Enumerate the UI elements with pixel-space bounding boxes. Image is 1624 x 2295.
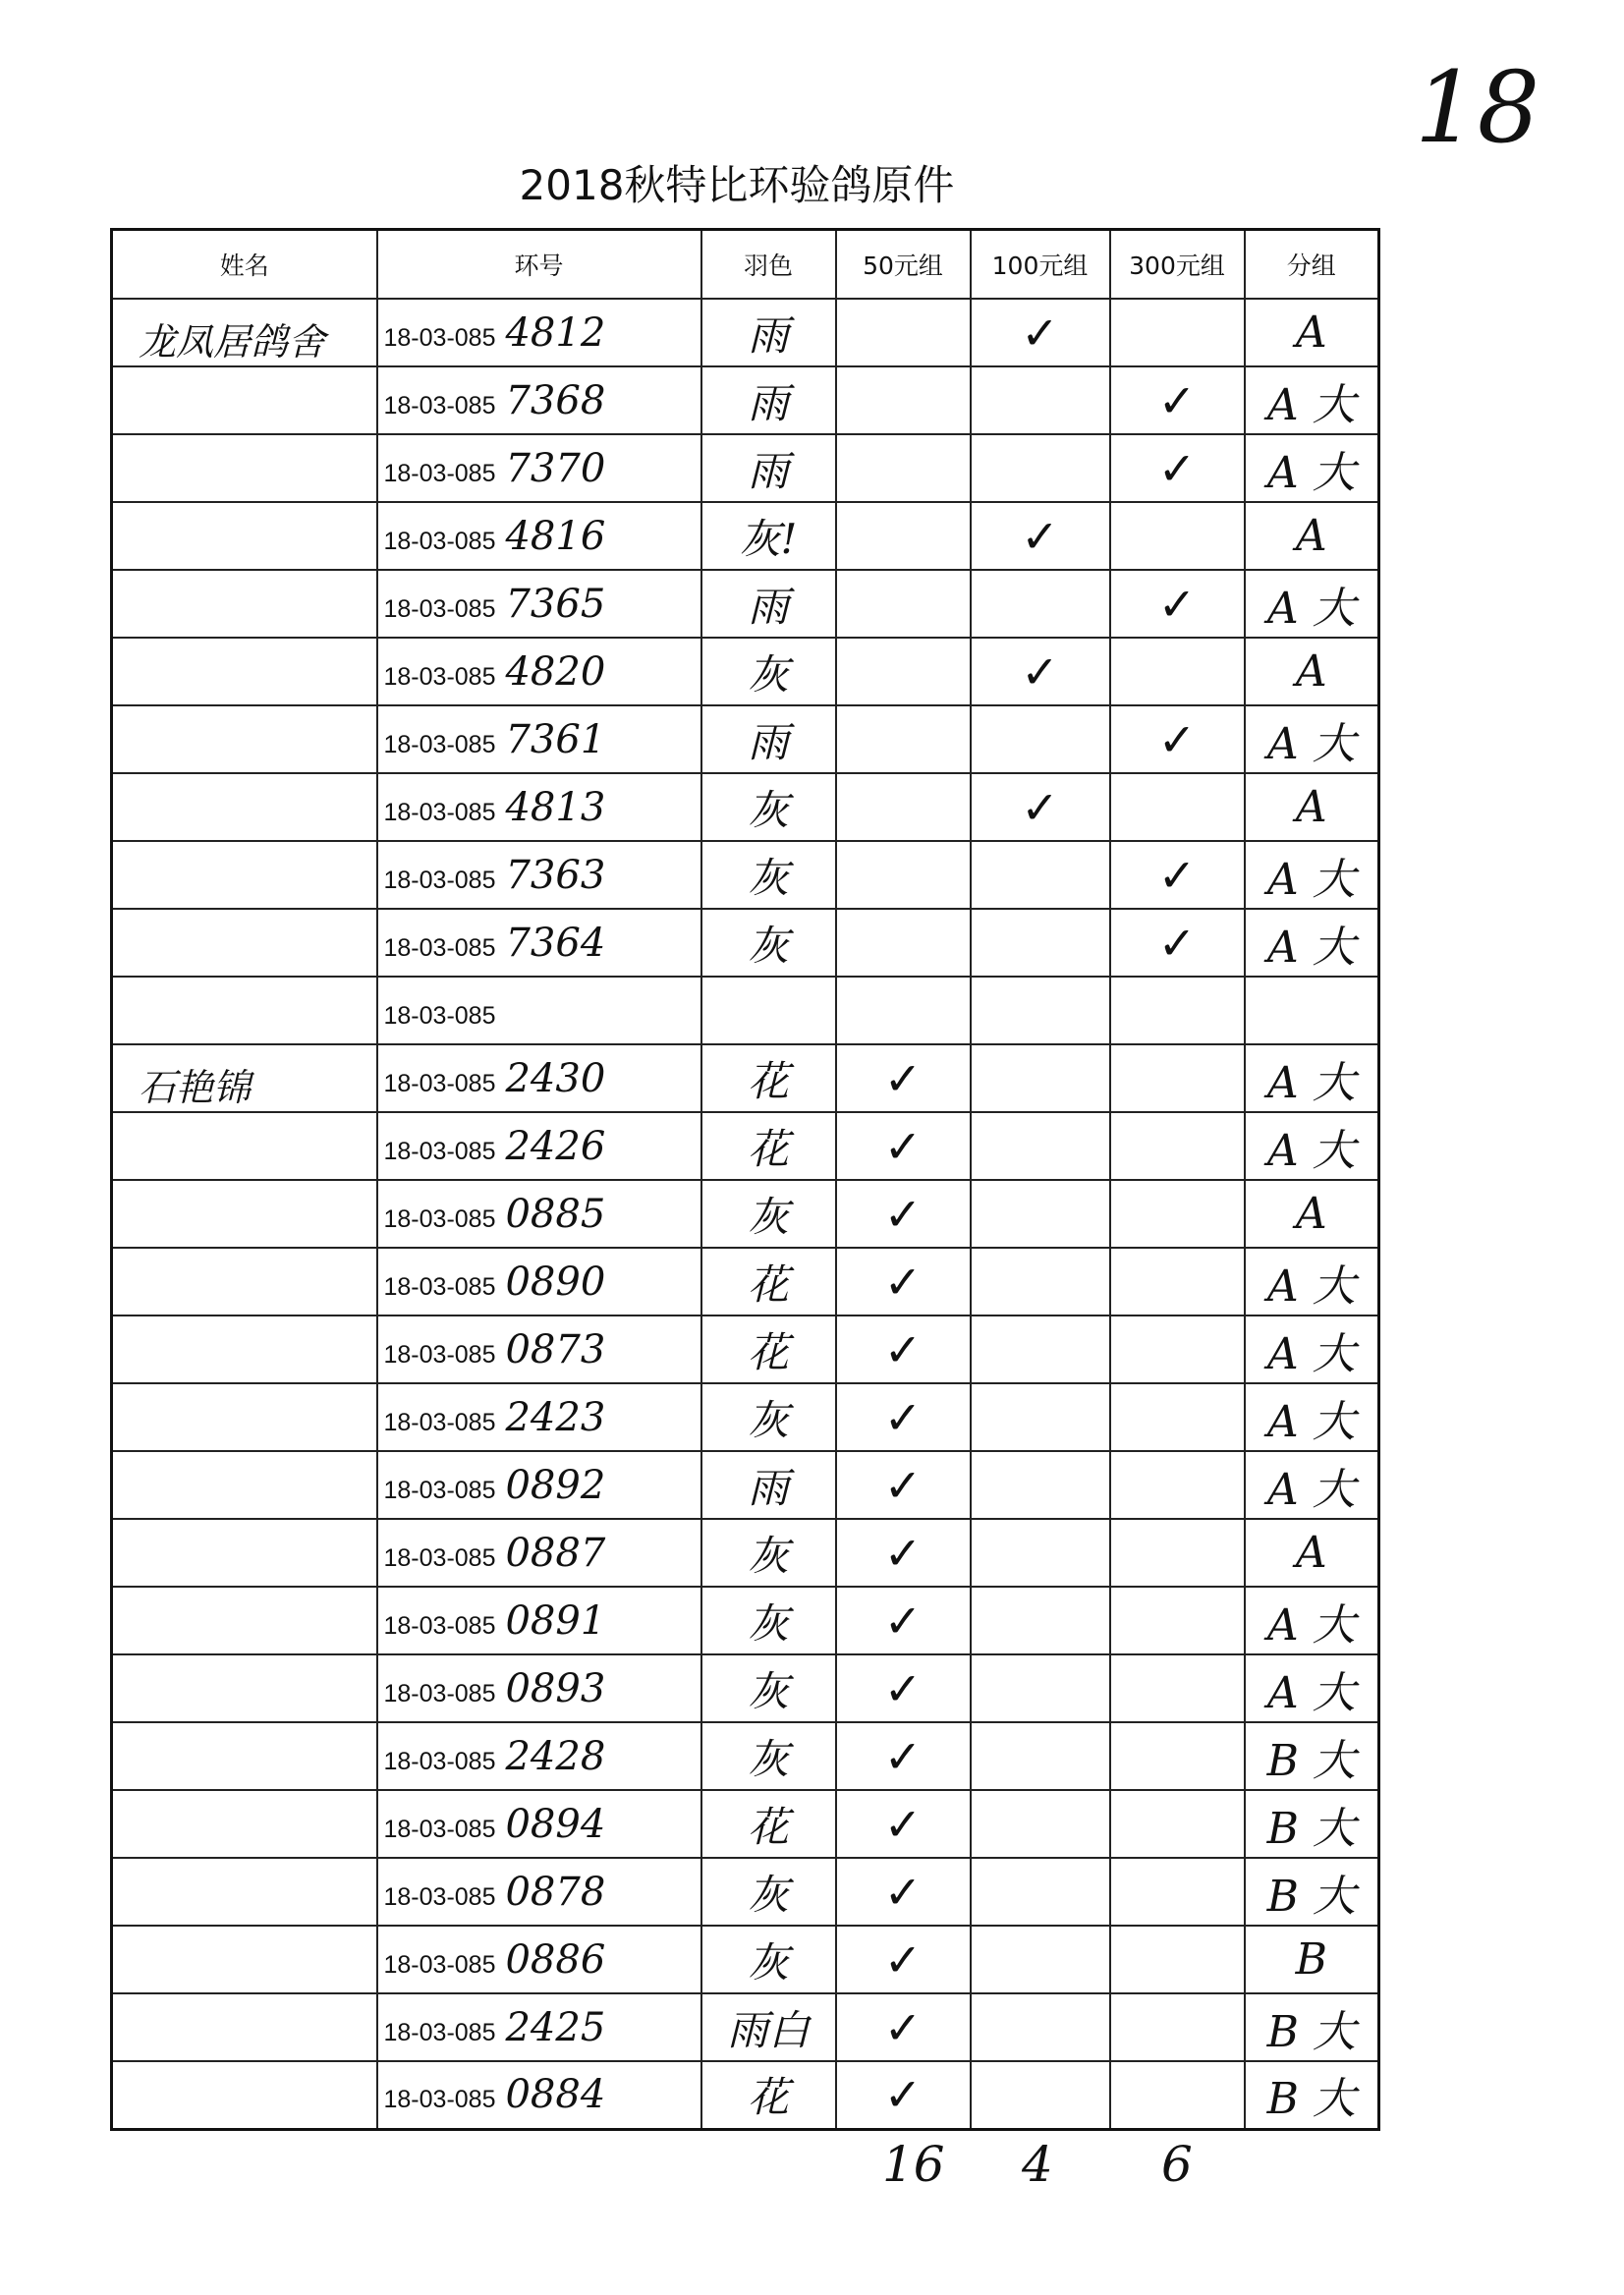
feather-color-cell: 灰 (701, 1587, 836, 1654)
group-300-cell (1110, 1926, 1245, 1993)
feather-color-cell: 灰 (701, 909, 836, 977)
table-row (112, 1587, 1379, 1654)
group-300-cell: ✓ (1110, 909, 1245, 977)
ring-number-cell (377, 1858, 701, 1926)
group-300-cell (1110, 1451, 1245, 1519)
group-50-cell: ✓ (836, 2061, 971, 2129)
ring-number-cell (377, 705, 701, 773)
feather-color-cell: 花 (701, 1790, 836, 1858)
header-group-100: 100元组 (971, 230, 1110, 300)
group-100-cell (971, 1654, 1110, 1722)
table-row (112, 909, 1379, 977)
feather-color-cell: 花 (701, 2061, 836, 2129)
ring-prefix: 18-03-085 (383, 730, 496, 758)
ring-prefix: 18-03-085 (383, 594, 496, 623)
ring-suffix: 2425 (505, 2004, 606, 2050)
feather-color-cell: 花 (701, 1112, 836, 1180)
group-50-cell: ✓ (836, 1790, 971, 1858)
ring-suffix: 7364 (505, 920, 606, 966)
ring-number-cell (377, 638, 701, 705)
group-50-cell (836, 638, 971, 705)
owner-name-cell (112, 1858, 377, 1926)
group-100-cell (971, 570, 1110, 638)
header-group-300: 300元组 (1110, 230, 1245, 300)
ring-number-cell (377, 502, 701, 570)
group-50-cell (836, 841, 971, 909)
ring-suffix: 0885 (505, 1191, 606, 1237)
ring-suffix: 0887 (505, 1530, 606, 1576)
group-100-cell (971, 705, 1110, 773)
ring-number-cell (377, 1993, 701, 2061)
ring-number-cell (377, 841, 701, 909)
ring-suffix: 2428 (505, 1733, 606, 1779)
owner-name-cell (112, 1519, 377, 1587)
group-300-cell (1110, 1654, 1245, 1722)
ring-suffix: 7361 (505, 716, 606, 762)
ring-number-cell (377, 1926, 701, 1993)
table-row (112, 1858, 1379, 1926)
division-cell: A 大 (1245, 841, 1379, 909)
group-100-cell: ✓ (971, 638, 1110, 705)
division-cell: A 大 (1245, 909, 1379, 977)
group-50-cell: ✓ (836, 1722, 971, 1790)
ring-prefix: 18-03-085 (383, 459, 496, 487)
ring-prefix: 18-03-085 (383, 1815, 496, 1843)
ring-number-cell (377, 1519, 701, 1587)
group-50-cell (836, 434, 971, 502)
feather-color-cell: 雨 (701, 434, 836, 502)
group-50-cell (836, 977, 971, 1044)
ring-number-cell (377, 299, 701, 366)
owner-name-cell (112, 1790, 377, 1858)
ring-number-cell (377, 366, 701, 434)
ring-number-cell (377, 977, 701, 1044)
division-cell: A 大 (1245, 705, 1379, 773)
ring-suffix: 4820 (505, 648, 606, 695)
ring-suffix: 7368 (505, 377, 606, 423)
ring-prefix: 18-03-085 (383, 1611, 496, 1640)
table-row (112, 1993, 1379, 2061)
feather-color-cell: 雨 (701, 299, 836, 366)
group-50-cell: ✓ (836, 1587, 971, 1654)
table-row (112, 705, 1379, 773)
owner-name-cell (112, 1315, 377, 1383)
division-cell: A (1245, 1519, 1379, 1587)
ring-suffix: 7370 (505, 445, 606, 491)
feather-color-cell: 灰! (701, 502, 836, 570)
feather-color-cell: 花 (701, 1044, 836, 1112)
ring-suffix: 0891 (505, 1597, 606, 1644)
owner-name-cell: 龙凤居鸽舍 (112, 299, 377, 366)
division-cell: A (1245, 1180, 1379, 1248)
group-300-cell (1110, 502, 1245, 570)
table-row (112, 1451, 1379, 1519)
group-300-cell (1110, 1519, 1245, 1587)
ring-suffix: 0884 (505, 2072, 606, 2118)
group-300-cell (1110, 1587, 1245, 1654)
table-row (112, 1722, 1379, 1790)
feather-color-cell: 灰 (701, 1926, 836, 1993)
owner-name-cell (112, 1654, 377, 1722)
table-row (112, 2061, 1379, 2129)
ring-number-cell (377, 773, 701, 841)
division-cell: A (1245, 773, 1379, 841)
group-100-cell (971, 1044, 1110, 1112)
ring-prefix: 18-03-085 (383, 1476, 496, 1504)
owner-name-cell (112, 570, 377, 638)
group-300-cell (1110, 1993, 1245, 2061)
division-cell: B (1245, 1926, 1379, 1993)
table-row (112, 1248, 1379, 1315)
owner-name-cell (112, 977, 377, 1044)
ring-prefix: 18-03-085 (383, 1204, 496, 1233)
ring-number-cell (377, 1180, 701, 1248)
group-300-cell (1110, 1722, 1245, 1790)
ring-suffix: 0878 (505, 1869, 606, 1915)
feather-color-cell: 灰 (701, 1722, 836, 1790)
group-50-cell: ✓ (836, 1180, 971, 1248)
group-50-cell: ✓ (836, 1451, 971, 1519)
group-100-cell (971, 841, 1110, 909)
owner-name-cell (112, 2061, 377, 2129)
group-50-cell: ✓ (836, 1315, 971, 1383)
group-50-cell (836, 570, 971, 638)
owner-name-cell (112, 909, 377, 977)
total-group-100: 4 (1022, 2136, 1053, 2193)
page-number: 18 (1415, 50, 1540, 165)
group-300-cell (1110, 1044, 1245, 1112)
ring-number-cell (377, 570, 701, 638)
table-row (112, 1654, 1379, 1722)
ring-suffix: 0893 (505, 1665, 606, 1711)
group-50-cell (836, 502, 971, 570)
group-50-cell: ✓ (836, 1654, 971, 1722)
table-row (112, 841, 1379, 909)
feather-color-cell: 雨 (701, 570, 836, 638)
division-cell: B 大 (1245, 1722, 1379, 1790)
feather-color-cell: 灰 (701, 1858, 836, 1926)
group-100-cell (971, 1858, 1110, 1926)
owner-name-cell (112, 1451, 377, 1519)
group-100-cell (971, 1451, 1110, 1519)
ring-prefix: 18-03-085 (383, 527, 496, 555)
ring-prefix: 18-03-085 (383, 933, 496, 962)
feather-color-cell: 灰 (701, 1654, 836, 1722)
division-cell: A 大 (1245, 570, 1379, 638)
group-300-cell (1110, 773, 1245, 841)
ring-prefix: 18-03-085 (383, 1069, 496, 1097)
ring-prefix: 18-03-085 (383, 1747, 496, 1775)
ring-suffix: 2430 (505, 1055, 606, 1101)
owner-name-cell (112, 705, 377, 773)
ring-prefix: 18-03-085 (383, 1543, 496, 1572)
feather-color-cell: 雨白 (701, 1993, 836, 2061)
total-group-50: 16 (882, 2136, 945, 2193)
table-row (112, 299, 1379, 366)
ring-number-cell (377, 909, 701, 977)
division-cell (1245, 977, 1379, 1044)
header-group-50: 50元组 (836, 230, 971, 300)
table-row (112, 977, 1379, 1044)
group-300-cell (1110, 1383, 1245, 1451)
ring-number-cell (377, 2061, 701, 2129)
ring-suffix: 4813 (505, 784, 606, 830)
group-300-cell (1110, 1315, 1245, 1383)
group-50-cell: ✓ (836, 1519, 971, 1587)
ring-number-cell (377, 1315, 701, 1383)
ring-suffix: 0892 (505, 1462, 606, 1508)
feather-color-cell: 灰 (701, 1383, 836, 1451)
feather-color-cell: 雨 (701, 705, 836, 773)
ring-prefix: 18-03-085 (383, 1340, 496, 1369)
table-row (112, 638, 1379, 705)
group-300-cell: ✓ (1110, 841, 1245, 909)
table-row (112, 773, 1379, 841)
ring-number-cell (377, 1383, 701, 1451)
division-cell: A 大 (1245, 1315, 1379, 1383)
owner-name-cell (112, 366, 377, 434)
group-300-cell: ✓ (1110, 705, 1245, 773)
group-50-cell: ✓ (836, 1858, 971, 1926)
group-100-cell (971, 366, 1110, 434)
ring-prefix: 18-03-085 (383, 1001, 496, 1030)
owner-name-cell (112, 1587, 377, 1654)
group-100-cell (971, 1180, 1110, 1248)
group-100-cell: ✓ (971, 773, 1110, 841)
total-group-300: 6 (1161, 2136, 1193, 2193)
ring-prefix: 18-03-085 (383, 1137, 496, 1165)
ring-suffix: 0886 (505, 1936, 606, 1983)
group-100-cell (971, 977, 1110, 1044)
feather-color-cell: 灰 (701, 1519, 836, 1587)
group-100-cell (971, 2061, 1110, 2129)
group-50-cell: ✓ (836, 1926, 971, 1993)
feather-color-cell: 雨 (701, 366, 836, 434)
ring-suffix: 0873 (505, 1326, 606, 1372)
group-100-cell (971, 909, 1110, 977)
ring-suffix: 0894 (505, 1801, 606, 1847)
header-feather-color: 羽色 (701, 230, 836, 300)
ring-prefix: 18-03-085 (383, 1679, 496, 1707)
group-100-cell (971, 1248, 1110, 1315)
table-row (112, 1790, 1379, 1858)
ring-prefix: 18-03-085 (383, 1950, 496, 1979)
table-row (112, 1180, 1379, 1248)
group-300-cell: ✓ (1110, 366, 1245, 434)
ring-number-cell (377, 1587, 701, 1654)
group-300-cell (1110, 1858, 1245, 1926)
division-cell: B 大 (1245, 1858, 1379, 1926)
ring-prefix: 18-03-085 (383, 1408, 496, 1436)
owner-name-cell (112, 434, 377, 502)
ring-suffix: 4812 (505, 309, 606, 356)
header-name: 姓名 (112, 230, 377, 300)
owner-name-cell (112, 1383, 377, 1451)
group-300-cell (1110, 1112, 1245, 1180)
division-cell: A 大 (1245, 366, 1379, 434)
group-300-cell: ✓ (1110, 570, 1245, 638)
group-50-cell: ✓ (836, 1383, 971, 1451)
group-100-cell (971, 1926, 1110, 1993)
group-50-cell (836, 773, 971, 841)
group-100-cell: ✓ (971, 299, 1110, 366)
ring-number-cell (377, 1248, 701, 1315)
group-100-cell (971, 1383, 1110, 1451)
division-cell: A 大 (1245, 434, 1379, 502)
ring-number-cell (377, 1112, 701, 1180)
owner-name-cell (112, 1180, 377, 1248)
group-50-cell (836, 366, 971, 434)
group-100-cell (971, 1993, 1110, 2061)
group-300-cell: ✓ (1110, 434, 1245, 502)
table-row (112, 1383, 1379, 1451)
ring-prefix: 18-03-085 (383, 391, 496, 420)
feather-color-cell: 雨 (701, 1451, 836, 1519)
page-title: 2018秋特比环验鸽原件 (519, 161, 955, 209)
header-division: 分组 (1245, 230, 1379, 300)
group-100-cell (971, 1315, 1110, 1383)
group-300-cell (1110, 2061, 1245, 2129)
division-cell: A 大 (1245, 1654, 1379, 1722)
ring-number-cell (377, 1654, 701, 1722)
owner-name-cell (112, 1112, 377, 1180)
division-cell: A 大 (1245, 1451, 1379, 1519)
owner-name-cell: 石艳锦 (112, 1044, 377, 1112)
owner-name-cell (112, 502, 377, 570)
ring-suffix: 7365 (505, 581, 606, 627)
ring-number-cell (377, 1044, 701, 1112)
owner-name-cell (112, 841, 377, 909)
ring-suffix: 4816 (505, 513, 606, 559)
group-50-cell (836, 299, 971, 366)
table-row (112, 570, 1379, 638)
group-100-cell (971, 434, 1110, 502)
header-ring-number: 环号 (377, 230, 701, 300)
group-100-cell (971, 1722, 1110, 1790)
group-300-cell (1110, 1790, 1245, 1858)
table-row (112, 434, 1379, 502)
ring-suffix: 2426 (505, 1123, 606, 1169)
feather-color-cell (701, 977, 836, 1044)
group-50-cell: ✓ (836, 1112, 971, 1180)
group-300-cell (1110, 977, 1245, 1044)
group-300-cell (1110, 1180, 1245, 1248)
feather-color-cell: 花 (701, 1248, 836, 1315)
ring-prefix: 18-03-085 (383, 323, 496, 352)
group-50-cell (836, 909, 971, 977)
table-row (112, 502, 1379, 570)
ring-suffix: 7363 (505, 852, 606, 898)
division-cell: B 大 (1245, 1993, 1379, 2061)
ring-suffix: 2423 (505, 1394, 606, 1440)
group-50-cell: ✓ (836, 1044, 971, 1112)
ring-suffix: 0890 (505, 1259, 606, 1305)
division-cell: A 大 (1245, 1044, 1379, 1112)
ring-prefix: 18-03-085 (383, 798, 496, 826)
ring-prefix: 18-03-085 (383, 2018, 496, 2046)
division-cell: A (1245, 299, 1379, 366)
division-cell: A 大 (1245, 1112, 1379, 1180)
ring-number-cell (377, 1451, 701, 1519)
ring-prefix: 18-03-085 (383, 866, 496, 894)
division-cell: A 大 (1245, 1248, 1379, 1315)
table-row (112, 1112, 1379, 1180)
owner-name-cell (112, 1926, 377, 1993)
table-row (112, 1519, 1379, 1587)
division-cell: A (1245, 502, 1379, 570)
division-cell: A 大 (1245, 1383, 1379, 1451)
ring-prefix: 18-03-085 (383, 1272, 496, 1301)
table-row (112, 366, 1379, 434)
feather-color-cell: 灰 (701, 773, 836, 841)
division-cell: B 大 (1245, 2061, 1379, 2129)
ring-prefix: 18-03-085 (383, 1882, 496, 1911)
feather-color-cell: 灰 (701, 841, 836, 909)
group-100-cell (971, 1587, 1110, 1654)
group-100-cell: ✓ (971, 502, 1110, 570)
group-100-cell (971, 1790, 1110, 1858)
feather-color-cell: 花 (701, 1315, 836, 1383)
ring-number-cell (377, 1722, 701, 1790)
ring-prefix: 18-03-085 (383, 2086, 496, 2114)
table-row (112, 1044, 1379, 1112)
table-row (112, 1315, 1379, 1383)
feather-color-cell: 灰 (701, 1180, 836, 1248)
ring-number-cell (377, 434, 701, 502)
group-300-cell (1110, 299, 1245, 366)
ring-number-cell (377, 1790, 701, 1858)
owner-name-cell (112, 773, 377, 841)
group-300-cell (1110, 638, 1245, 705)
division-cell: A 大 (1245, 1587, 1379, 1654)
ring-check-table (110, 228, 1380, 2131)
group-100-cell (971, 1519, 1110, 1587)
group-50-cell: ✓ (836, 1248, 971, 1315)
ring-prefix: 18-03-085 (383, 662, 496, 691)
owner-name-cell (112, 1993, 377, 2061)
feather-color-cell: 灰 (701, 638, 836, 705)
owner-name-cell (112, 1722, 377, 1790)
group-300-cell (1110, 1248, 1245, 1315)
division-cell: B 大 (1245, 1790, 1379, 1858)
group-50-cell (836, 705, 971, 773)
table-row (112, 1926, 1379, 1993)
header-row (112, 230, 1379, 300)
group-50-cell: ✓ (836, 1993, 971, 2061)
owner-name-cell (112, 638, 377, 705)
division-cell: A (1245, 638, 1379, 705)
owner-name-cell (112, 1248, 377, 1315)
group-100-cell (971, 1112, 1110, 1180)
